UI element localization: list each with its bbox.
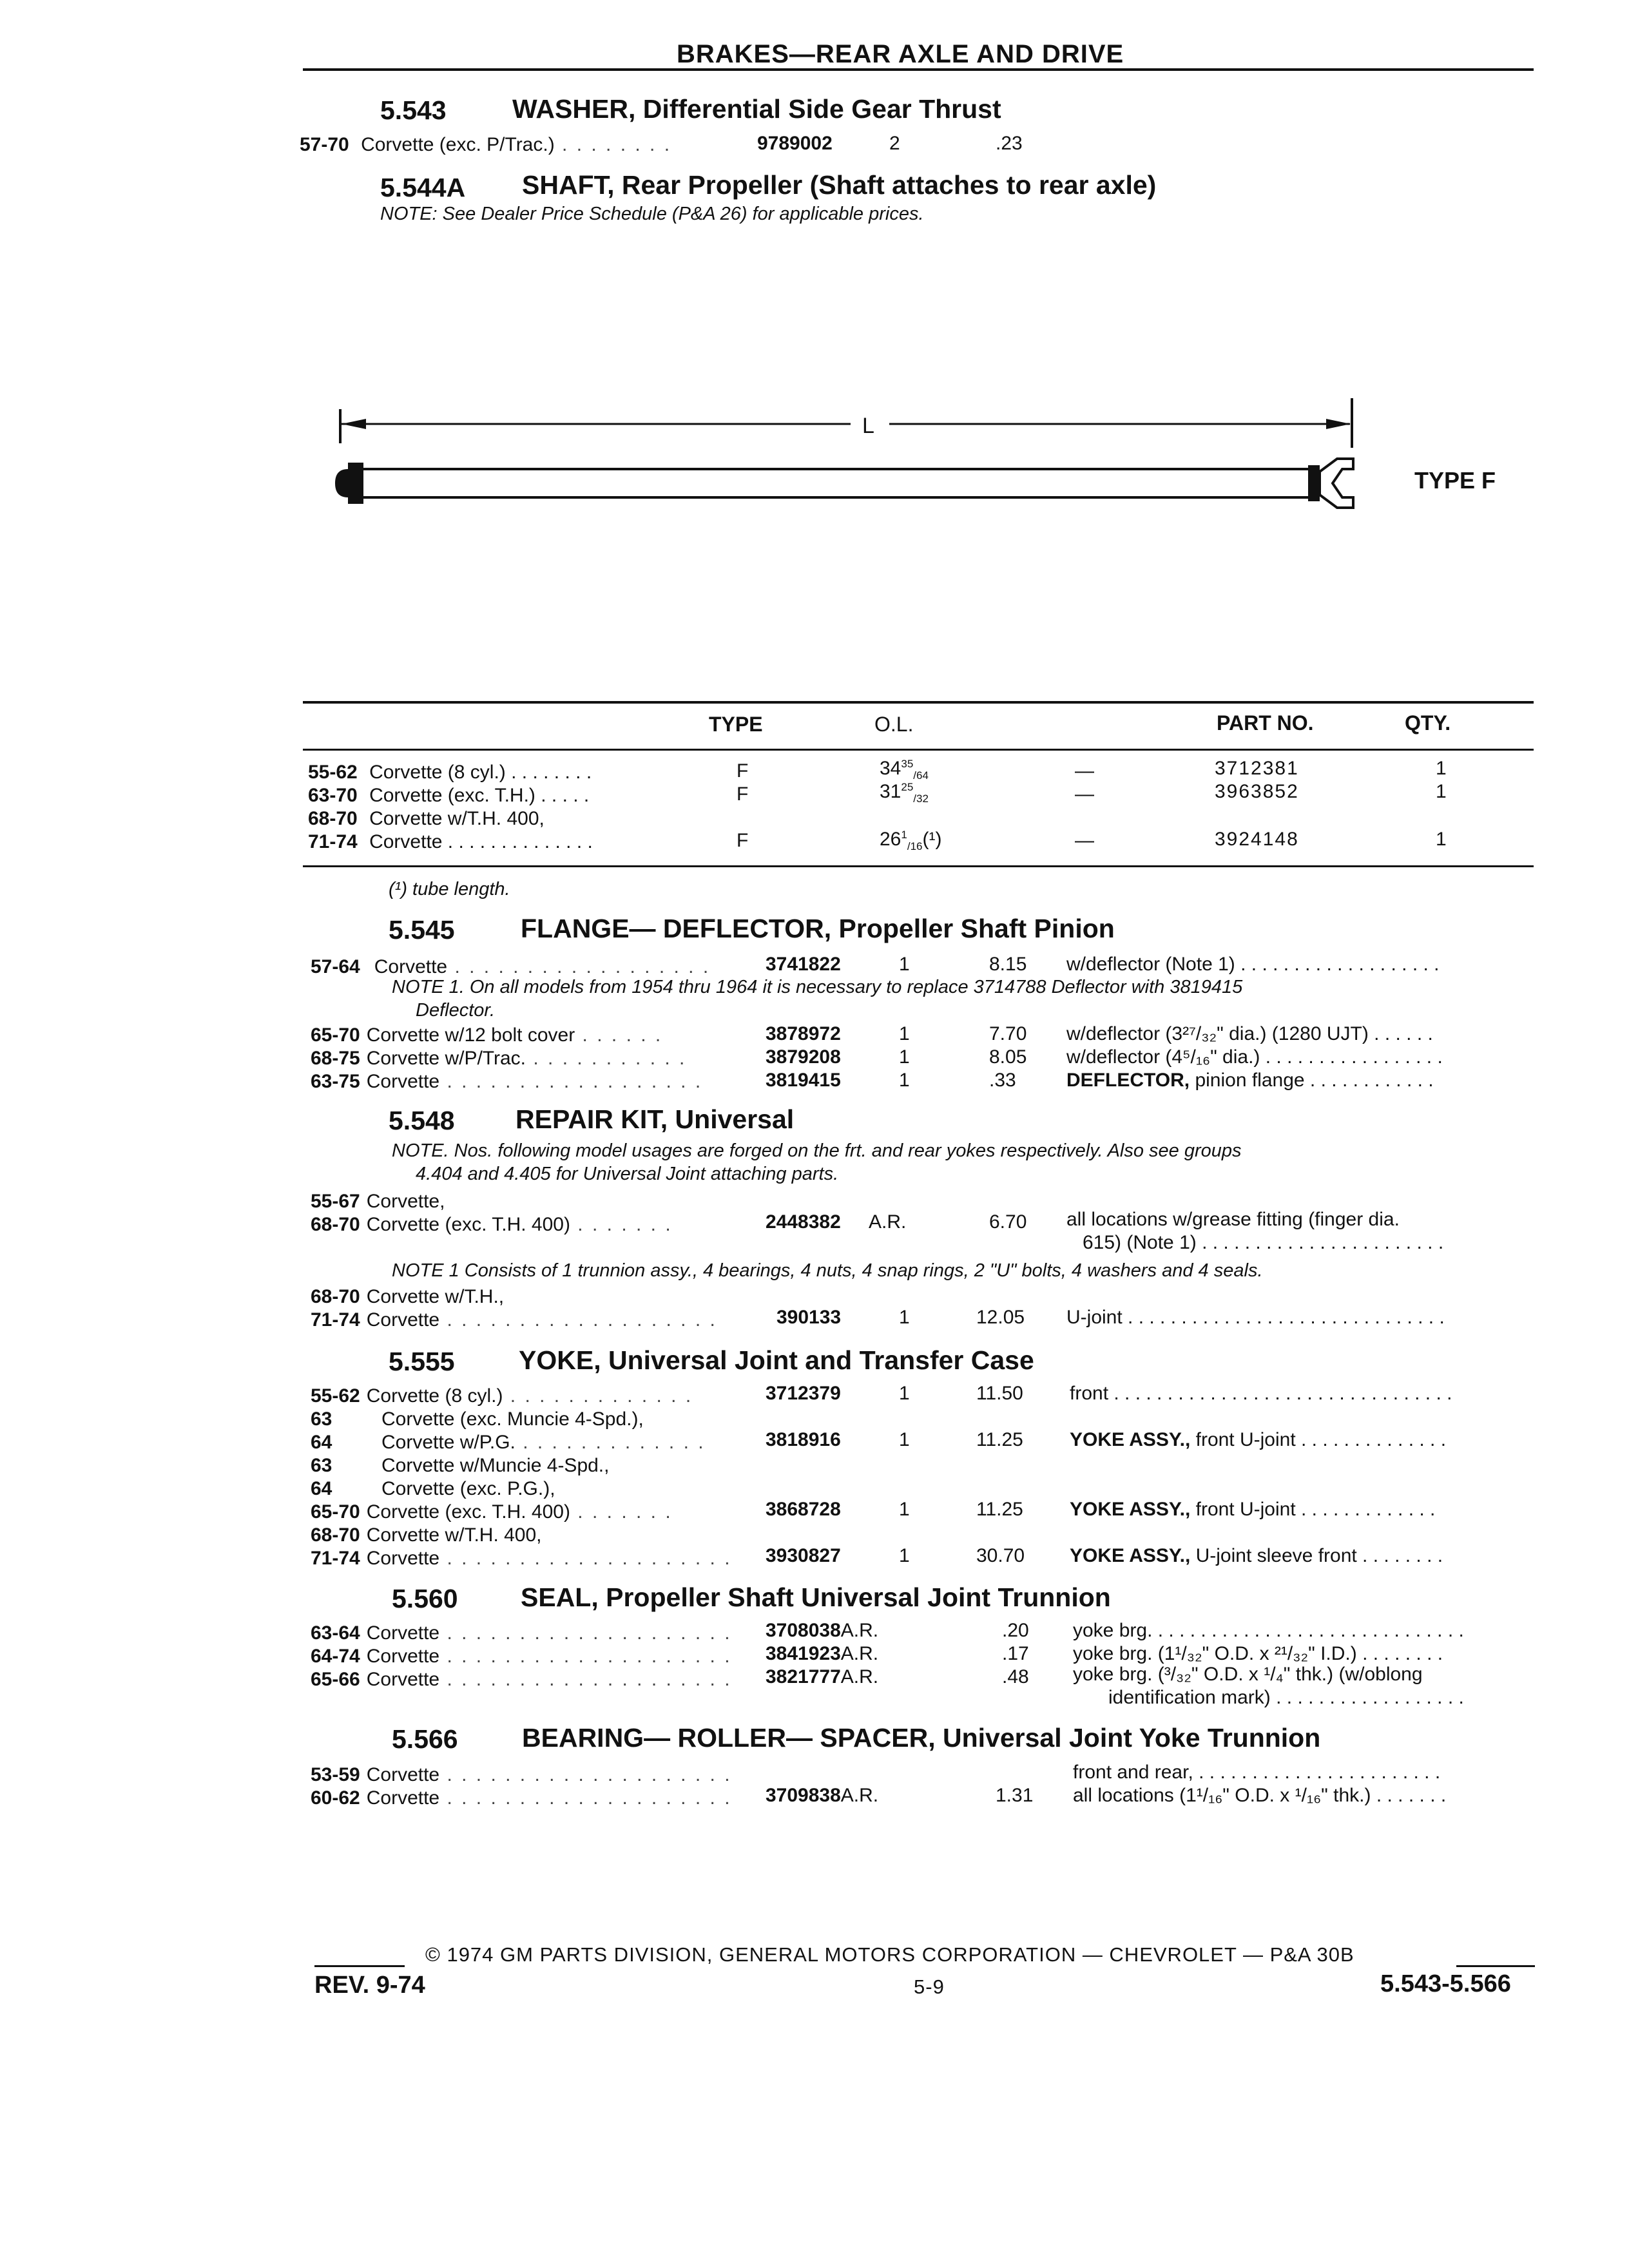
table-cell-qty: 1 xyxy=(1436,781,1447,802)
remark-cont: 615) (Note 1) . . . . . . . . . . . . . . . . . . . . . . . xyxy=(1083,1232,1444,1253)
table-bottom-rule xyxy=(303,865,1534,867)
part-number: 9789002 xyxy=(757,133,833,154)
price: .20 xyxy=(1002,1620,1029,1641)
quantity: 1 xyxy=(899,1499,910,1520)
list-item: 68-75 Corvette w/P/Trac. . . . . . . . . . . . xyxy=(311,1048,687,1069)
quantity: 1 xyxy=(899,1307,910,1328)
price: 30.70 xyxy=(976,1545,1025,1566)
copyright-line: © 1974 GM PARTS DIVISION, GENERAL MOTORS CORPORATION — CHEVROLET — P&A 30B xyxy=(425,1943,1354,1966)
table-header-rule xyxy=(303,749,1534,751)
table-top-rule xyxy=(303,701,1534,704)
section-note: NOTE 1. On all models from 1954 thru 1964 it is necessary to replace 3714788 Deflector with 3819415 xyxy=(392,977,1243,997)
list-item: 57-70 Corvette (exc. P/Trac.) . . . . . . . . xyxy=(300,134,672,155)
list-item: 65-70 Corvette (exc. T.H. 400) . . . . . . . xyxy=(311,1501,673,1523)
part-number: 2448382 xyxy=(766,1211,841,1233)
table-cell-ol: $31^{25}_{/32}$ xyxy=(880,781,929,805)
section-number-5555: 5.555 xyxy=(389,1347,455,1376)
column-header-qty: QTY. xyxy=(1405,711,1451,735)
quantity: 1 xyxy=(899,1070,910,1091)
section-note: NOTE 1 Consists of 1 trunnion assy., 4 bearings, 4 nuts, 4 snap rings, 2 "U" bolts, 4 washers and 4 seals. xyxy=(392,1260,1263,1281)
list-item: 63 Corvette w/Muncie 4-Spd., xyxy=(311,1455,610,1476)
section-number-5548: 5.548 xyxy=(389,1106,455,1135)
page-number: 5-9 xyxy=(914,1975,945,1998)
quantity: 1 xyxy=(899,1046,910,1068)
footer-rule-left xyxy=(314,1965,405,1967)
section-note-cont: 4.404 and 4.405 for Universal Joint attaching parts. xyxy=(416,1164,839,1184)
price: 8.15 xyxy=(989,954,1027,975)
section-number-5566: 5.566 xyxy=(392,1724,458,1754)
list-item: 71-74 Corvette . . . . . . . . . . . . . . . . . . . xyxy=(311,1309,717,1331)
column-header-ol: O.L. xyxy=(874,713,914,736)
list-item: 64-74 Corvette . . . . . . . . . . . . . . . . . . . . xyxy=(311,1646,732,1667)
column-header-part: PART NO. xyxy=(1217,711,1314,735)
part-number: 3712379 xyxy=(766,1383,841,1404)
remark: yoke brg. . . . . . . . . . . . . . . . . . . . . . . . . . . . . . xyxy=(1073,1620,1464,1641)
quantity: 1 xyxy=(899,1023,910,1044)
list-item: 55-67 Corvette, xyxy=(311,1191,445,1212)
part-number: 3709838A.R. xyxy=(766,1785,879,1806)
section-number-5560: 5.560 xyxy=(392,1584,458,1613)
remark: front . . . . . . . . . . . . . . . . . . . . . . . . . . . . . . . . xyxy=(1070,1383,1452,1404)
section-title-5544a: SHAFT, Rear Propeller (Shaft attaches to rear axle) xyxy=(522,170,1157,200)
table-cell-qty: 1 xyxy=(1436,758,1447,779)
part-number: 3708038A.R. xyxy=(766,1620,879,1641)
remark: DEFLECTOR, pinion flange . . . . . . . . . . . . xyxy=(1066,1070,1434,1091)
section-note: NOTE. Nos. following model usages are forged on the frt. and rear yokes respectively. Also see groups xyxy=(392,1140,1242,1161)
list-item: 60-62 Corvette . . . . . . . . . . . . . . . . . . . . xyxy=(311,1787,732,1809)
section-title-5555: YOKE, Universal Joint and Transfer Case xyxy=(519,1345,1034,1375)
list-item: 68-70 Corvette w/T.H., xyxy=(311,1286,505,1307)
price: 7.70 xyxy=(989,1023,1027,1044)
part-number: 3821777A.R. xyxy=(766,1666,879,1687)
price: 8.05 xyxy=(989,1046,1027,1068)
price: 6.70 xyxy=(989,1211,1027,1233)
diagram-type-label: TYPE F xyxy=(1414,467,1496,494)
list-item: 63-64 Corvette . . . . . . . . . . . . . . . . . . . . xyxy=(311,1622,732,1644)
part-number: 3818916 xyxy=(766,1429,841,1450)
remark: yoke brg. (³/₃₂" O.D. x ¹/₄" thk.) (w/oblong xyxy=(1073,1664,1423,1685)
price: 12.05 xyxy=(976,1307,1025,1328)
revision-label: REV. 9-74 xyxy=(314,1972,425,1999)
remark: w/deflector (4⁵/₁₆" dia.) . . . . . . . . . . . . . . . . . xyxy=(1066,1046,1443,1068)
section-title-5548: REPAIR KIT, Universal xyxy=(516,1104,795,1134)
section-title-5543: WASHER, Differential Side Gear Thrust xyxy=(512,94,1001,124)
price: .23 xyxy=(996,133,1023,154)
list-item: 65-66 Corvette . . . . . . . . . . . . . . . . . . . . xyxy=(311,1669,732,1690)
list-item: 64 Corvette (exc. P.G.), xyxy=(311,1478,555,1499)
footer-rule-right xyxy=(1456,1965,1535,1967)
remark: w/deflector (Note 1) . . . . . . . . . . . . . . . . . . . xyxy=(1066,954,1440,975)
price: .48 xyxy=(1002,1666,1029,1687)
quantity: 1 xyxy=(899,1545,910,1566)
column-header-type: TYPE xyxy=(709,713,763,736)
table-cell-ol: $26^1_{/16}(^1)$ xyxy=(880,829,942,852)
remark: front and rear, . . . . . . . . . . . . . . . . . . . . . . . xyxy=(1073,1762,1441,1783)
part-number: 3868728 xyxy=(766,1499,841,1520)
section-note-cont: Deflector. xyxy=(416,1000,496,1021)
quantity: 2 xyxy=(889,133,900,154)
table-footnote: (¹) tube length. xyxy=(389,879,510,899)
section-number-5543: 5.543 xyxy=(380,95,447,125)
section-range: 5.543-5.566 xyxy=(1380,1970,1511,1997)
propeller-shaft-diagram xyxy=(322,387,1547,528)
table-row: 63-70 Corvette (exc. T.H.) . . . . . xyxy=(308,785,590,806)
price: .33 xyxy=(989,1070,1016,1091)
page-header: BRAKES—REAR AXLE AND DRIVE xyxy=(677,40,1124,68)
quantity: 1 xyxy=(899,954,910,975)
list-item: 71-74 Corvette . . . . . . . . . . . . . . . . . . . . xyxy=(311,1548,732,1569)
remark: all locations (1¹/₁₆" O.D. x ¹/₁₆" thk.) . . . . . . . xyxy=(1073,1785,1447,1806)
section-number-5545: 5.545 xyxy=(389,915,455,945)
remark: all locations w/grease fitting (finger dia. xyxy=(1066,1209,1400,1230)
quantity: A.R. xyxy=(869,1211,907,1233)
table-cell-ol: $34^{35}_{/64}$ xyxy=(880,758,929,782)
list-item: 55-62 Corvette (8 cyl.) . . . . . . . . . . . . . xyxy=(311,1385,693,1407)
list-item: 65-70 Corvette w/12 bolt cover . . . . . . xyxy=(311,1024,663,1046)
list-item: 68-70 Corvette (exc. T.H. 400) . . . . . . . xyxy=(311,1214,673,1235)
list-item: 63 Corvette (exc. Muncie 4-Spd.), xyxy=(311,1408,644,1430)
price: .17 xyxy=(1002,1643,1029,1664)
dimension-label: L xyxy=(862,414,874,438)
table-cell-type: F xyxy=(737,783,749,805)
remark: YOKE ASSY., front U-joint . . . . . . . . . . . . . . xyxy=(1070,1429,1447,1450)
section-title-5545: FLANGE— DEFLECTOR, Propeller Shaft Pinion xyxy=(521,914,1115,943)
part-number: 3819415 xyxy=(766,1070,841,1091)
table-cell-part: 3963852 xyxy=(1215,781,1299,802)
quantity: 1 xyxy=(899,1429,910,1450)
table-cell-type: F xyxy=(737,830,749,851)
list-item: 68-70 Corvette w/T.H. 400, xyxy=(311,1524,542,1546)
header-rule xyxy=(303,68,1534,71)
remark: YOKE ASSY., U-joint sleeve front . . . . . . . . xyxy=(1070,1545,1443,1566)
remark: w/deflector (3²⁷/₃₂" dia.) (1280 UJT) . . . . . . xyxy=(1066,1023,1433,1044)
list-item: 53-59 Corvette . . . . . . . . . . . . . . . . . . . . xyxy=(311,1764,732,1785)
part-number: 390133 xyxy=(776,1307,842,1328)
part-number: 3878972 xyxy=(766,1023,841,1044)
table-row: 68-70 Corvette w/T.H. 400, xyxy=(308,808,545,829)
part-number: 3741822 xyxy=(766,954,841,975)
list-item: 57-64 Corvette . . . . . . . . . . . . . . . . . . xyxy=(311,956,711,977)
section-title-5566: BEARING— ROLLER— SPACER, Universal Joint Yoke Trunnion xyxy=(522,1723,1321,1753)
list-item: 64 Corvette w/P.G. . . . . . . . . . . . . . xyxy=(311,1432,706,1453)
remark-cont: identification mark) . . . . . . . . . . . . . . . . . . xyxy=(1108,1687,1464,1708)
part-number: 3930827 xyxy=(766,1545,841,1566)
table-cell-part: 3924148 xyxy=(1215,829,1299,850)
price: 11.25 xyxy=(976,1499,1023,1520)
table-cell-type: F xyxy=(737,760,749,782)
remark: YOKE ASSY., front U-joint . . . . . . . . . . . . . xyxy=(1070,1499,1436,1520)
quantity: 1 xyxy=(899,1383,910,1404)
remark: yoke brg. (1¹/₃₂" O.D. x ²¹/₃₂" I.D.) . . . . . . . . xyxy=(1073,1643,1443,1664)
part-number: 3879208 xyxy=(766,1046,841,1068)
table-row: 55-62 Corvette (8 cyl.) . . . . . . . . xyxy=(308,762,592,783)
table-row: 71-74 Corvette . . . . . . . . . . . . . . xyxy=(308,831,593,852)
table-cell-dash: — xyxy=(1075,783,1094,805)
section-note: NOTE: See Dealer Price Schedule (P&A 26) for applicable prices. xyxy=(380,204,924,224)
table-cell-part: 3712381 xyxy=(1215,758,1299,779)
table-cell-dash: — xyxy=(1075,760,1094,782)
section-number-5544a: 5.544A xyxy=(380,173,466,202)
remark: U-joint . . . . . . . . . . . . . . . . . . . . . . . . . . . . . . xyxy=(1066,1307,1445,1328)
table-cell-qty: 1 xyxy=(1436,829,1447,850)
table-cell-dash: — xyxy=(1075,830,1094,851)
list-item: 63-75 Corvette . . . . . . . . . . . . . . . . . . xyxy=(311,1071,703,1092)
price: 11.50 xyxy=(976,1383,1023,1404)
price: 11.25 xyxy=(976,1429,1023,1450)
section-title-5560: SEAL, Propeller Shaft Universal Joint Trunnion xyxy=(521,1582,1111,1612)
part-number: 3841923A.R. xyxy=(766,1643,879,1664)
price: 1.31 xyxy=(996,1785,1034,1806)
